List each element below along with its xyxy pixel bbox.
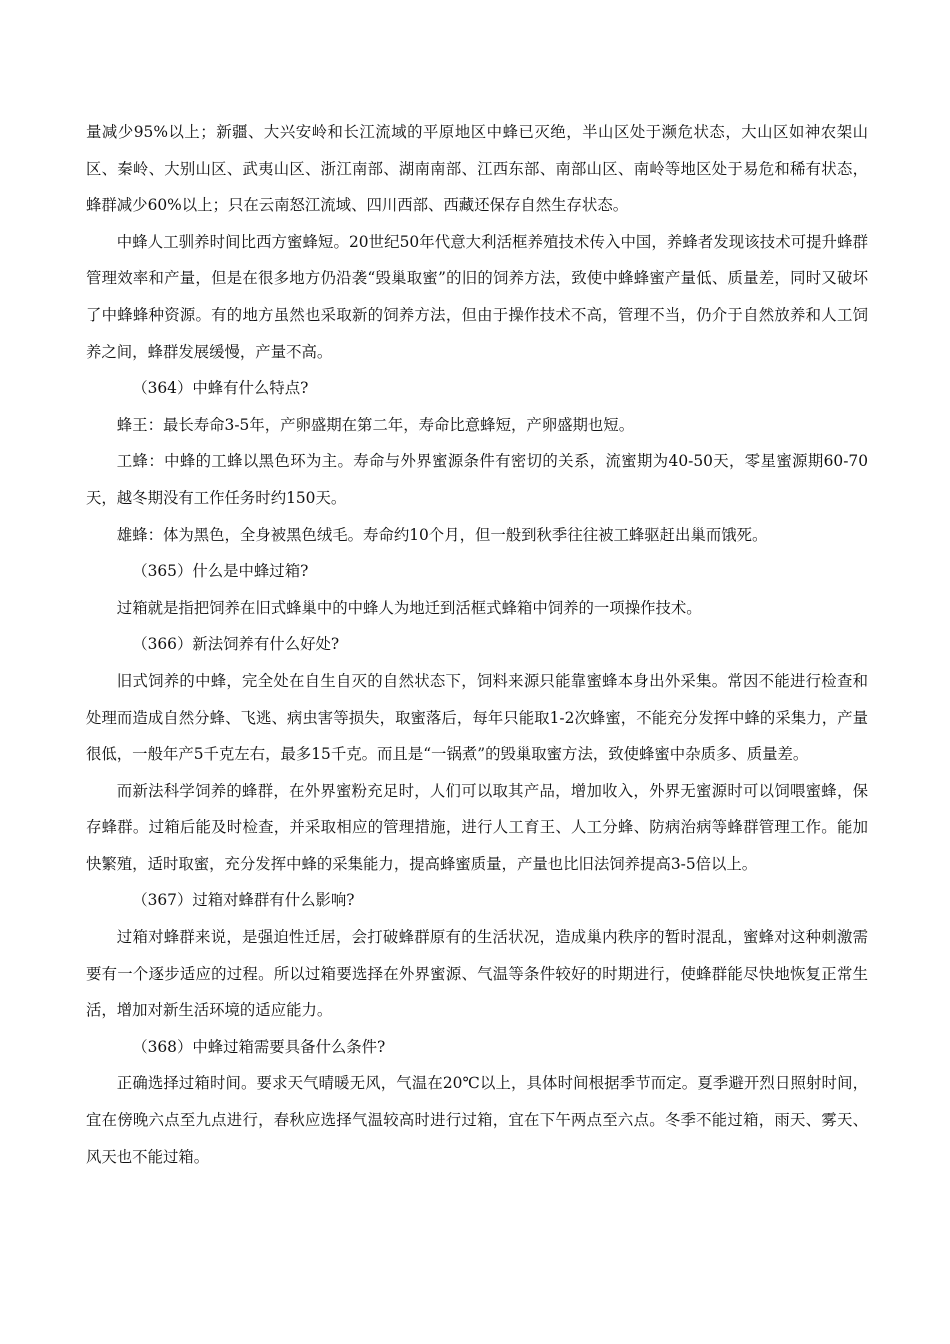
paragraph-old-method: 旧式饲养的中蜂，完全处在自生自灭的自然状态下，饲料来源只能靠蜜蜂本身出外采集。常因不能进行检查和处理而造成自然分蜂、飞逃、病虫害等损失，取蜜落后，每年只能取1-2次蜂蜜，不能充分发挥中蜂的采集力，产量很低，一般年产5千克左右，最多15千克。而且是“一锅煮”的毁巢取蜜方法，致使蜂蜜中杂质多、质量差。 [86, 671, 868, 764]
question-366-heading: （366）新法饲养有什么好处? [132, 635, 340, 654]
paragraph-transfer-impact: 过箱对蜂群来说，是强迫性迁居，会打破蜂群原有的生活状况，造成巢内秩序的暂时混乱，蜜蜂对这种刺激需要有一个逐步适应的过程。所以过箱要选择在外界蜜源、气温等条件较好的时期进行，使蜂群能尽快地恢复正常生活，增加对新生活环境的适应能力。 [86, 928, 868, 1020]
document-page [86, 114, 868, 1175]
paragraph-new-method: 而新法科学饲养的蜂群，在外界蜜粉充足时，人们可以取其产品，增加收入，外界无蜜源时可以饲喂蜜蜂，保存蜂群。过箱后能及时检查，并采取相应的管理措施，进行人工育王、人工分蜂、防病治病等蜂群管理工作。能加快繁殖，适时取蜜，充分发挥中蜂的采集能力，提高蜂蜜质量，产量也比旧法饲养提高3-5倍以上。 [86, 781, 868, 873]
paragraph-drone-bee: 雄蜂：体为黑色，全身被黑色绒毛。寿命约10个月，但一般到秋季往往被工蜂驱赶出巢而饿死。 [116, 525, 768, 544]
paragraph-transfer-conditions: 正确选择过箱时间。要求天气晴暖无风，气温在20℃以上，具体时间根据季节而定。夏季避开烈日照射时间，宜在傍晚六点至九点进行，春秋应选择气温较高时进行过箱，宜在下午两点至六点。冬季不能过箱，雨天、雾天、风天也不能过箱。 [86, 1074, 868, 1166]
paragraph-domestication-history: 中蜂人工驯养时间比西方蜜蜂短。20世纪50年代意大利活框养殖技术传入中国，养蜂者发现该技术可提升蜂群管理效率和产量，但是在很多地方仍沿袭“毁巢取蜜”的旧的饲养方法，致使中蜂蜂蜜产量低、质量差，同时又破坏了中蜂蜂种资源。有的地方虽然也采取新的饲养方法，但由于操作技术不高，管理不当，仍介于自然放养和人工饲养之间，蜂群发展缓慢，产量不高。 [86, 232, 868, 361]
paragraph-worker-bee: 工蜂：中蜂的工蜂以黑色环为主。寿命与外界蜜源条件有密切的关系，流蜜期为40-50天，零星蜜源期60-70天，越冬期没有工作任务时约150天。 [86, 452, 868, 507]
question-364-heading: （364）中蜂有什么特点? [132, 379, 309, 398]
paragraph-queen-bee: 蜂王：最长寿命3-5年，产卵盛期在第二年，寿命比意蜂短，产卵盛期也短。 [116, 415, 635, 434]
paragraph-transfer-definition: 过箱就是指把饲养在旧式蜂巢中的中蜂人为地迁到活框式蜂箱中饲养的一项操作技术。 [116, 598, 702, 617]
question-367-heading: （367）过箱对蜂群有什么影响? [132, 891, 355, 910]
question-368-heading: （368）中蜂过箱需要具备什么条件? [132, 1037, 386, 1056]
paragraph-population-decline: 量减少95%以上；新疆、大兴安岭和长江流域的平原地区中蜂已灭绝，半山区处于濒危状态，大山区如神农架山区、秦岭、大别山区、武夷山区、浙江南部、湖南南部、江西东部、南部山区、南岭等地区处于易危和稀有状态，蜂群减少60%以上；只在云南怒江流域、四川西部、西藏还保存自然生存状态。 [86, 123, 868, 215]
question-365-heading: （365）什么是中蜂过箱? [132, 562, 309, 581]
